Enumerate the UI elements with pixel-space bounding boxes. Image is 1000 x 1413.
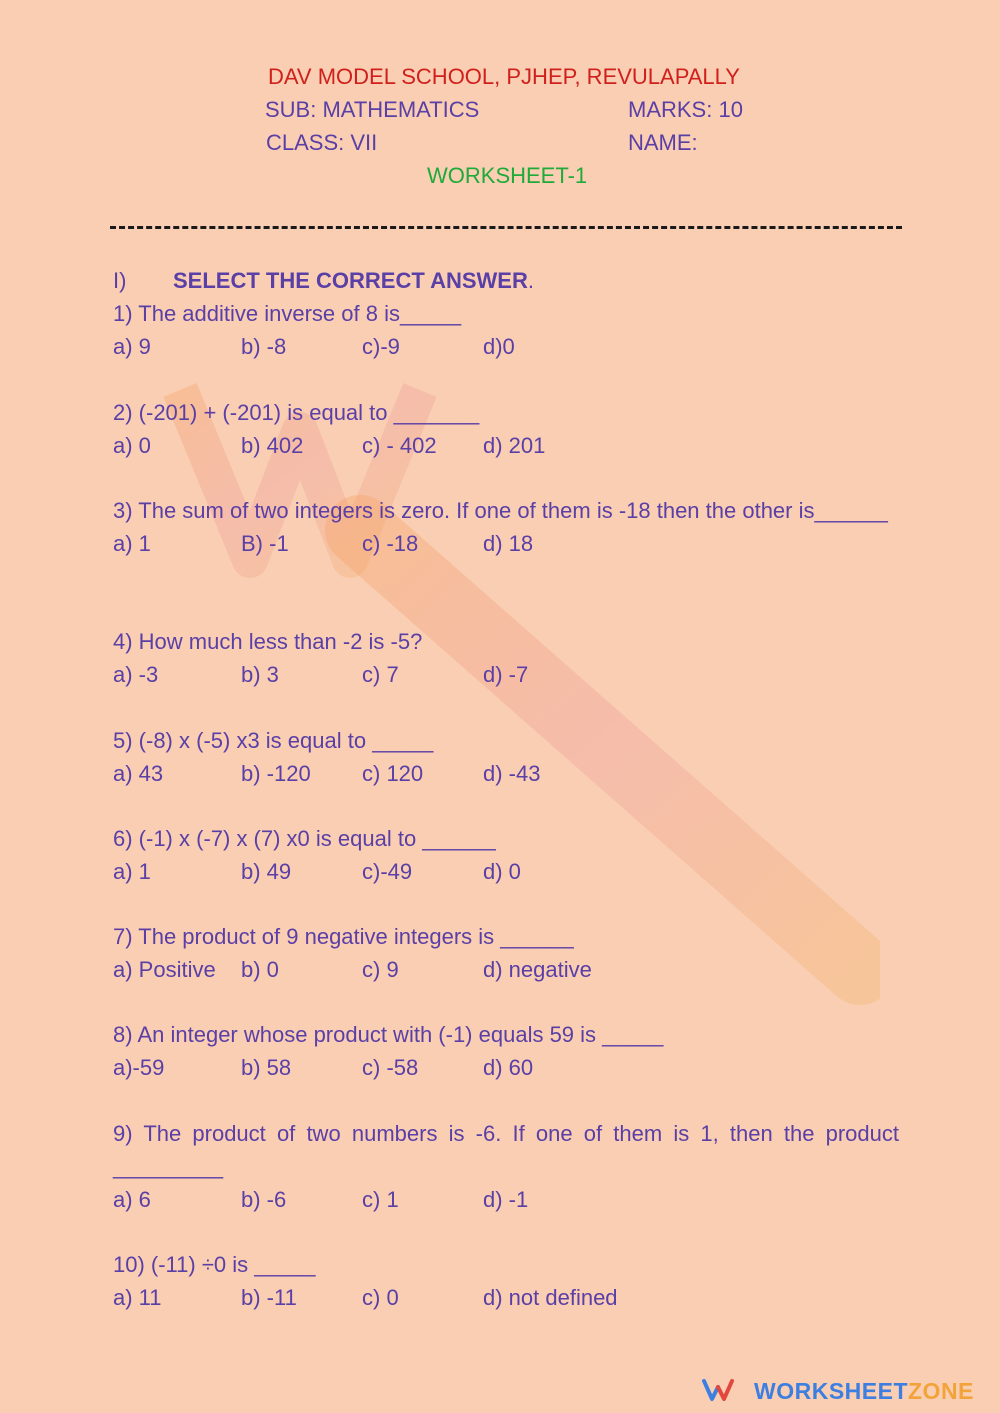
option-d[interactable]: d) 60 [483,1055,534,1080]
dashed-divider [110,226,902,229]
option-a[interactable]: a) 0 [113,433,151,458]
answer-options [113,757,899,790]
answer-options [113,1051,899,1084]
section-suffix: . [527,268,534,293]
option-c[interactable]: c) -58 [362,1055,419,1080]
section-title: SELECT THE CORRECT ANSWER [173,268,528,293]
subject-label: SUB: MATHEMATICS [265,97,480,122]
option-d[interactable]: d) negative [483,957,592,982]
option-a[interactable]: a)-59 [113,1055,165,1080]
question-8 [113,1018,899,1084]
option-a[interactable]: a) 6 [113,1187,151,1212]
question-text: 4) How much less than -2 is -5? [113,629,423,654]
question-2 [113,396,899,462]
marks-label: MARKS: 10 [628,97,743,122]
answer-options [113,855,899,888]
section-heading [113,268,534,294]
answer-options [113,429,899,462]
option-c[interactable]: c) 0 [362,1285,399,1310]
question-1 [113,297,899,363]
option-d[interactable]: d)0 [483,334,515,359]
option-a[interactable]: a) 11 [113,1285,162,1310]
option-a[interactable]: a) -3 [113,662,159,687]
option-b[interactable]: b) -6 [241,1187,287,1212]
question-7 [113,920,899,986]
option-c[interactable]: c)-49 [362,859,413,884]
name-field-label: NAME: [628,130,698,155]
option-c[interactable]: c) 1 [362,1187,399,1212]
option-d[interactable]: d) 0 [483,859,521,884]
question-10 [113,1248,899,1314]
option-d[interactable]: d) -43 [483,761,541,786]
option-b[interactable]: b) -120 [241,761,311,786]
question-3 [113,494,899,560]
class-label: CLASS: VII [266,130,378,155]
answer-options [113,1183,899,1216]
section-number: I) [113,268,127,293]
option-a[interactable]: a) 1 [113,859,151,884]
answer-options [113,1281,899,1314]
answer-options [113,658,899,691]
question-5 [113,724,899,790]
option-d[interactable]: d) not defined [483,1285,618,1310]
option-c[interactable]: c) -18 [362,531,419,556]
option-d[interactable]: d) 18 [483,531,534,556]
question-text: 6) (-1) x (-7) x (7) x0 is equal to ______ [113,826,496,851]
option-b[interactable]: b) 402 [241,433,304,458]
question-9 [113,1117,899,1216]
option-a[interactable]: a) 1 [113,531,151,556]
answer-options [113,330,899,363]
worksheet-title: WORKSHEET-1 [427,163,588,188]
option-a[interactable]: a) 43 [113,761,164,786]
option-c[interactable]: c) - 402 [362,433,437,458]
option-c[interactable]: c) 9 [362,957,399,982]
option-c[interactable]: c) 7 [362,662,399,687]
option-b[interactable]: b) 49 [241,859,292,884]
answer-options [113,527,899,560]
option-c[interactable]: c)-9 [362,334,400,359]
option-b[interactable]: b) 3 [241,662,279,687]
question-text: 3) The sum of two integers is zero. If one of them is -18 then the other is______ [113,498,888,523]
option-d[interactable]: d) -1 [483,1187,529,1212]
worksheetzone-logo[interactable] [702,1378,974,1405]
question-text: 1) The additive inverse of 8 is_____ [113,301,462,326]
option-b[interactable]: b) 0 [241,957,279,982]
question-text: 5) (-8) x (-5) x3 is equal to _____ [113,728,434,753]
option-d[interactable]: d) 201 [483,433,546,458]
option-b[interactable]: B) -1 [241,531,289,556]
option-b[interactable]: b) -11 [241,1285,297,1310]
school-name: DAV MODEL SCHOOL, PJHEP, REVULAPALLY [268,64,740,89]
option-d[interactable]: d) -7 [483,662,529,687]
question-text: 9) The product of two numbers is -6. If one of them is 1, then the product _________ [113,1121,899,1179]
option-c[interactable]: c) 120 [362,761,424,786]
question-4 [113,625,899,691]
question-text: 8) An integer whose product with (-1) equals 59 is _____ [113,1022,664,1047]
logo-text-zone: ZONE [908,1378,974,1404]
option-a[interactable]: a) Positive [113,957,216,982]
option-a[interactable]: a) 9 [113,334,151,359]
worksheetzone-w-icon [702,1378,742,1402]
option-b[interactable]: b) 58 [241,1055,292,1080]
question-6 [113,822,899,888]
question-text: 10) (-11) ÷0 is _____ [113,1252,316,1277]
logo-text-worksheet: WORKSHEET [754,1378,908,1404]
answer-options [113,953,899,986]
option-b[interactable]: b) -8 [241,334,287,359]
question-text: 7) The product of 9 negative integers is ______ [113,924,574,949]
question-text: 2) (-201) + (-201) is equal to _______ [113,400,480,425]
